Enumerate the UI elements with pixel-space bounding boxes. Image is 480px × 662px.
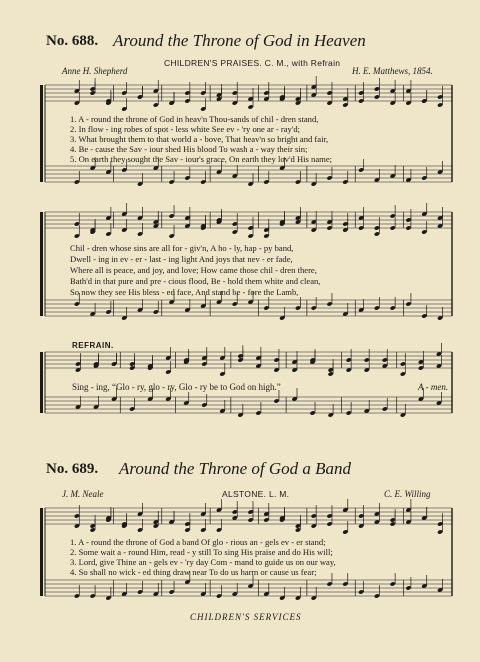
system-brace bbox=[40, 85, 43, 182]
system-brace bbox=[40, 508, 43, 596]
verse-line: Where all is peace, and joy, and love; How came those chil - dren there, bbox=[70, 265, 317, 275]
verse-line: 4. So shall no wick - ed thing draw near To do us harm or cause us fear; bbox=[70, 567, 317, 577]
verse-line: 3. What brought them to that world a - bove, That heav'n so bright and fair, bbox=[70, 134, 329, 144]
verse-line: 4. Be - cause the Sav - iour shed His blood To wash a - way their sin; bbox=[70, 144, 308, 154]
verse-line: 1. A - round the throne of God in heav'n Thou-sands of chil - dren stand, bbox=[70, 114, 319, 124]
verse-line: 2. In flow - ing robes of spot - less white See ev - 'ry one ar - ray'd; bbox=[70, 124, 301, 134]
verse-line: Dwell - ing in ev - er - last - ing light And joys that nev - er fade, bbox=[70, 254, 293, 264]
hymn-688-words-credit: Anne H. Shepherd bbox=[62, 66, 128, 76]
verse-line: So now they see His bless - ed face, And stand be - fore the Lamb, bbox=[70, 287, 299, 297]
hymn-689-tune: ALSTONE. L. M. bbox=[222, 489, 290, 499]
refrain-words: Sing - ing, “Glo - ry, glo - ry, Glo - ry be to God on high.” bbox=[72, 382, 281, 392]
refrain-label: REFRAIN. bbox=[72, 341, 114, 350]
hymn-688-tune: CHILDREN'S PRAISES. C. M., with Refrain bbox=[164, 58, 341, 68]
verse-line: 5. On earth they sought the Sav - iour's grace, On earth they lov'd His name; bbox=[70, 154, 333, 164]
hymn-689-words-credit: J. M. Neale bbox=[62, 489, 104, 499]
hymn-688-title: Around the Throne of God in Heaven bbox=[113, 31, 366, 50]
verse-line: 3. Lord, give Thine an - gels ev - 'ry day Com - mand to guide us on our way, bbox=[70, 557, 336, 567]
system-brace bbox=[40, 212, 43, 316]
amen-text: A - men. bbox=[418, 382, 449, 392]
verse-line: 1. A - round the throne of God a band Of glo - rious an - gels ev - er stand; bbox=[70, 537, 326, 547]
verse-line: 2. Some wait a - round Him, read - y still To sing His praise and do His will; bbox=[70, 547, 333, 557]
hymn-689-title: Around the Throne of God a Band bbox=[119, 459, 352, 478]
hymn-688-music-credit: H. E. Matthews, 1854. bbox=[352, 66, 433, 76]
verse-line: Bath'd in that pure and pre - cious flood, Be - hold them white and clean, bbox=[70, 276, 321, 286]
page-footer: CHILDREN'S SERVICES bbox=[190, 612, 302, 622]
hymn-689-number: No. 689. bbox=[46, 461, 99, 477]
system-brace bbox=[40, 352, 43, 413]
hymn-689-music-credit: C. E. Willing bbox=[384, 489, 431, 499]
hymn-688-number: No. 688. bbox=[46, 33, 99, 49]
verse-line: Chil - dren whose sins are all for - giv'n, A ho - ly, hap - py band, bbox=[70, 243, 294, 253]
